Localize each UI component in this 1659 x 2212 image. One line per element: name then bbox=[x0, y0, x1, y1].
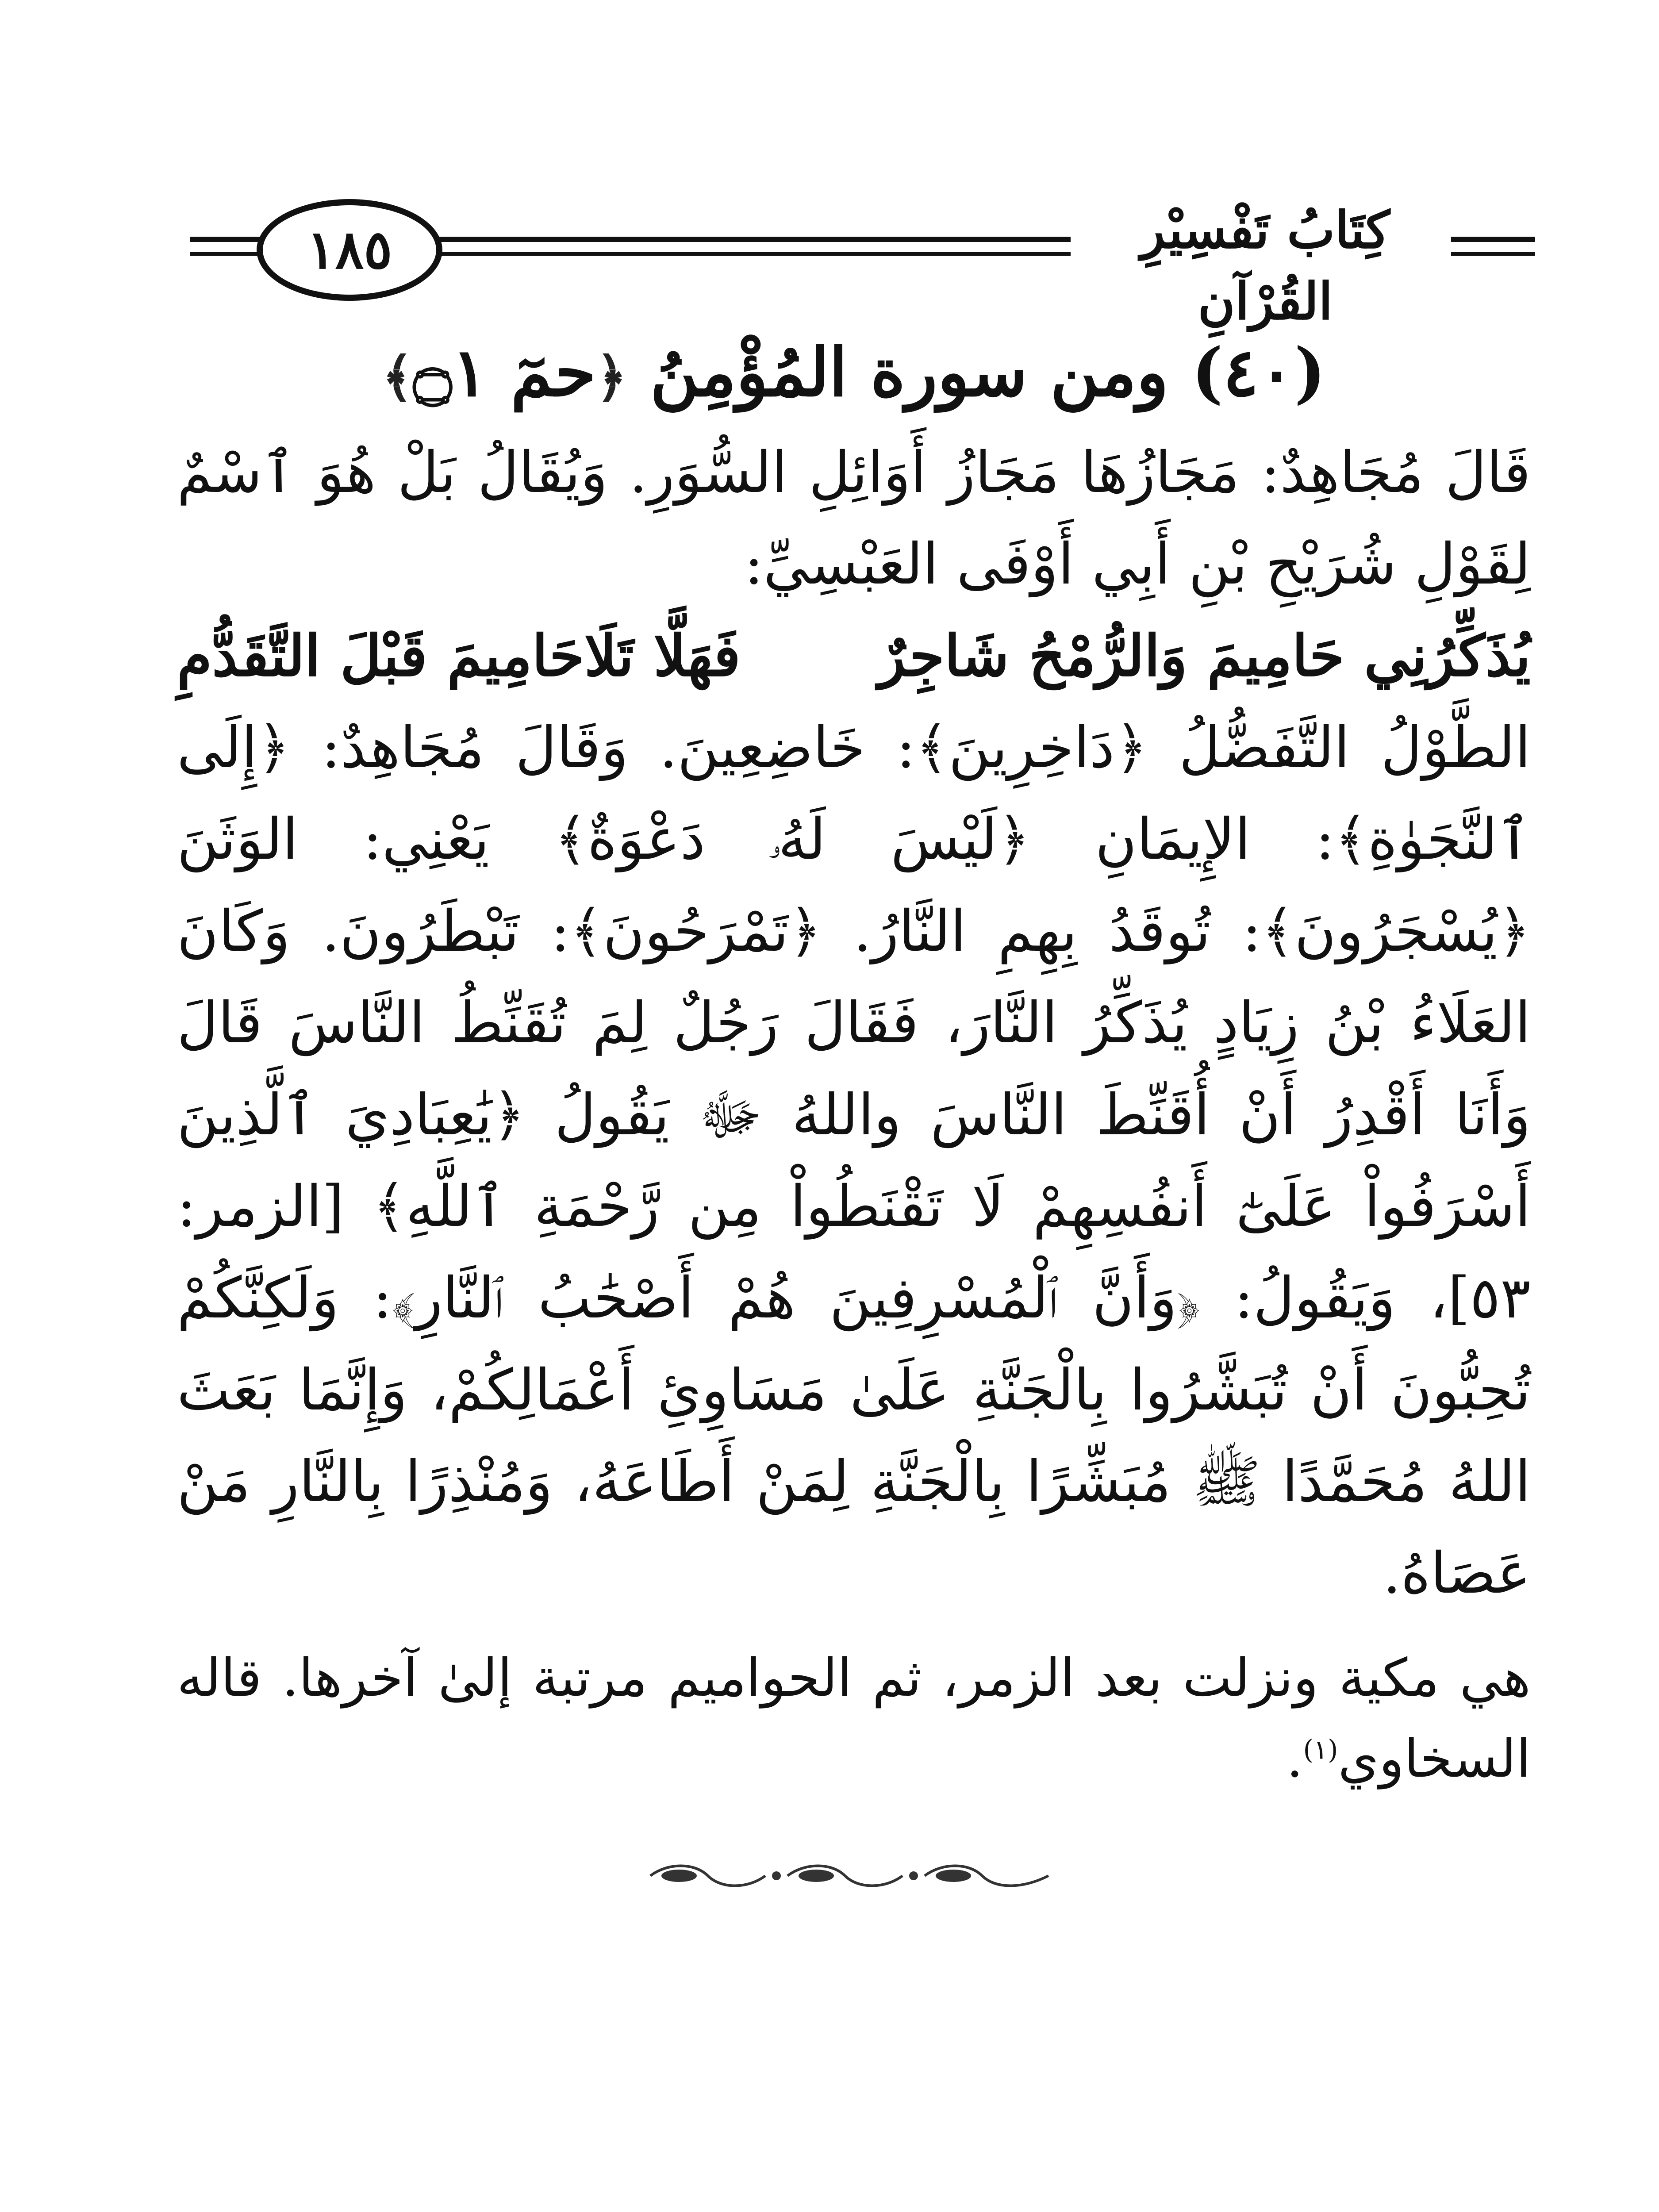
paragraph: قَالَ مُجَاهِدٌ: مَجَازُهَا مَجَازُ أَوَائِلِ السُّوَرِ. وَيُقَالُ بَلْ هُوَ ٱسْمٌ لِقَوْلِ شُرَيْحِ بْنِ أَبِي أَوْفَى العَبْسِيِّ: bbox=[177, 440, 1531, 598]
verse-hemistich: يُذَكِّرُنِي حَامِيمَ وَالرُّمْحُ شَاجِرٌ bbox=[878, 622, 1531, 689]
surah-heading bbox=[177, 323, 1531, 422]
footnote-reference: (١) bbox=[1303, 1734, 1338, 1766]
note-end: . bbox=[1286, 1728, 1303, 1789]
paragraph: الطَّوْلُ التَّفَضُّلُ ﴿دَاخِرِينَ﴾: خَاضِعِينَ. وَقَالَ مُجَاهِدٌ: ﴿إِلَى ٱلنَّجَوٰةِ﴾: الإِيمَانِ ﴿لَيْسَ لَهُۥ دَعْوَةٌ﴾ يَعْنِي: الوَثَنَ ﴿يُسْجَرُونَ﴾: تُوقَدُ بِهِمِ النَّارُ. ﴿تَمْرَحُونَ﴾: تَبْطَرُونَ. وَكَانَ العَلَاءُ بْنُ زِيَادٍ يُذَكِّرُ النَّارَ، فَقَالَ رَجُلٌ لِمَ تُقَنِّطُ النَّاسَ قَالَ وَأَنَا أَقْدِرُ أَنْ أُقَنِّطَ النَّاسَ واللهُ ﷻ يَقُولُ ﴿يَٰعِبَادِيَ ٱلَّذِينَ أَسْرَفُواْ عَلَىٰٓ أَنفُسِهِمْ لَا تَقْنَطُواْ مِن رَّحْمَةِ ٱللَّهِ﴾ [الزمر: ٥٣]، وَيَقُولُ: ﴿وَأَنَّ ٱلْمُسْرِفِينَ هُمْ أَصْحَٰبُ ٱلنَّارِ﴾: وَلَكِنَّكُمْ تُحِبُّونَ أَنْ تُبَشَّرُوا بِالْجَنَّةِ عَلَىٰ مَسَاوِئِ أَعْمَالِكُمْ، وَإِنَّمَا بَعَثَ اللهُ مُحَمَّدًا ﷺ مُبَشِّرًا بِالْجَنَّةِ لِمَنْ أَطَاعَهُ، وَمُنْذِرًا بِالنَّارِ مَنْ عَصَاهُ. bbox=[177, 715, 1531, 1607]
header-rule bbox=[389, 237, 1071, 242]
surah-heading-text: (٤٠) ومن سورة المُؤْمِنُ bbox=[650, 334, 1326, 411]
header-rule bbox=[1451, 252, 1535, 256]
quran-bracket-open: ﴿ bbox=[595, 346, 627, 408]
page-number: ١٨٥ bbox=[307, 219, 392, 281]
main-content bbox=[177, 323, 1531, 1799]
verse-hemistich: فَهَلَّا تَلَاحَامِيمَ قَبْلَ التَّقَدُّمِ bbox=[177, 622, 741, 689]
page-header bbox=[177, 181, 1535, 331]
note-text: هي مكية ونزلت بعد الزمر، ثم الحواميم مرتبة إلىٰ آخرها. قاله السخاوي bbox=[177, 1647, 1531, 1789]
book-title: كِتَابُ تَفْسِيْرِ القُرْآنِ bbox=[1088, 195, 1442, 337]
quran-ref: حمٓ ۝١ bbox=[413, 334, 596, 411]
floral-divider-icon bbox=[641, 1858, 1062, 1893]
header-rule bbox=[1451, 237, 1535, 242]
header-rule bbox=[389, 252, 1071, 256]
poetry-verse bbox=[177, 611, 1531, 702]
page-number-badge bbox=[257, 199, 442, 301]
note-paragraph bbox=[177, 1637, 1531, 1799]
quran-bracket-close: ﴾ bbox=[382, 346, 413, 408]
